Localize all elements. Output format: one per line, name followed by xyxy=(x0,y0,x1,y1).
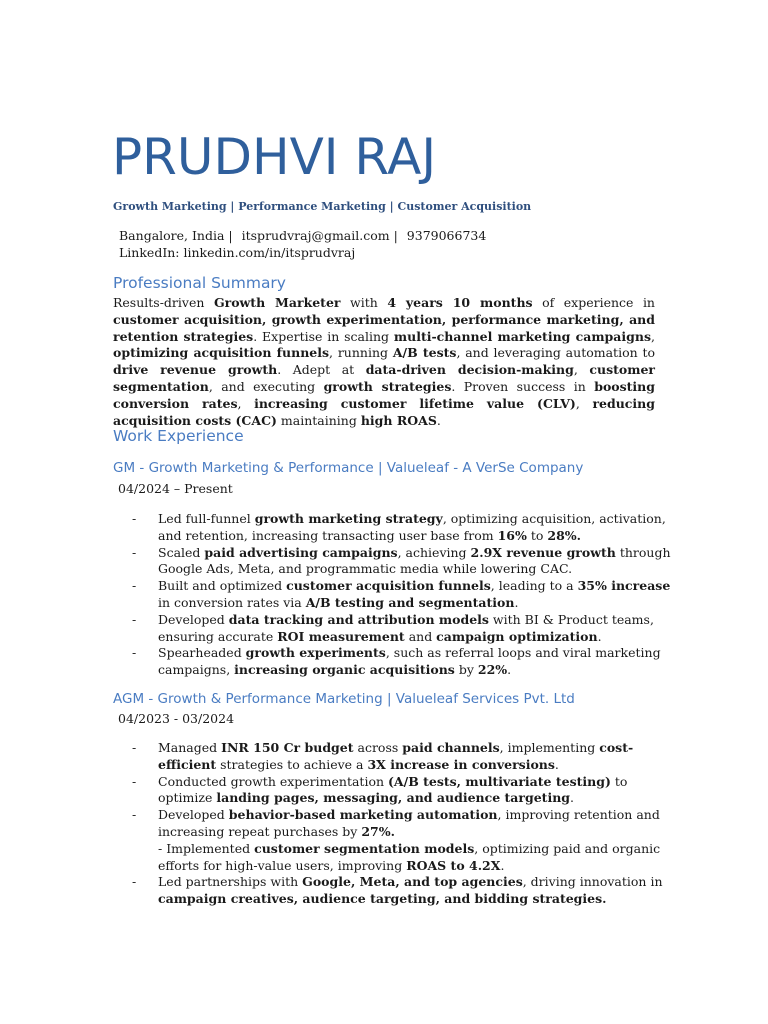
text: . Adept at xyxy=(277,362,366,378)
location: Bangalore, India | xyxy=(119,228,233,243)
text: , xyxy=(575,395,593,411)
text: , and executing xyxy=(208,378,324,394)
text: maintaining xyxy=(276,412,361,428)
bullet-item xyxy=(132,874,672,908)
bold-text: ROI measurement xyxy=(277,628,405,644)
bold-text: 27%. xyxy=(361,823,395,839)
bold-text: reducing acquisition costs (CAC) xyxy=(113,395,655,428)
experience-heading: Work Experience xyxy=(113,427,244,445)
bold-text: (A/B tests, multivariate testing) xyxy=(388,773,611,789)
bold-text: paid channels xyxy=(402,740,500,755)
bold-text: paid advertising campaigns xyxy=(204,544,398,560)
text: with xyxy=(340,295,388,310)
job-title-2: AGM - Growth & Performance Marketing | Valueleaf Services Pvt. Ltd xyxy=(113,691,575,707)
text: with BI & Product teams, ensuring accurate xyxy=(158,611,654,644)
bold-text: customer acquisition, growth experimentation, performance marketing, and retention strategies xyxy=(113,311,655,344)
text: , xyxy=(573,362,590,378)
bullet-item xyxy=(132,545,672,579)
text: , optimizing paid and organic efforts for high-value users, improving xyxy=(158,840,661,873)
text: , driving innovation in xyxy=(522,874,663,890)
bullet-item xyxy=(132,841,672,875)
text: . Expertise in scaling xyxy=(253,328,394,344)
text: Spearheaded xyxy=(158,645,246,661)
bullet-dash: - xyxy=(132,740,137,755)
text: in conversion rates via xyxy=(158,594,306,610)
text: . xyxy=(500,857,505,873)
bold-text: 2.9X revenue growth xyxy=(470,544,616,560)
text: , leading to a xyxy=(490,578,578,594)
summary-heading: Professional Summary xyxy=(113,274,286,292)
contact-line-1 xyxy=(119,228,486,245)
text: Developed xyxy=(158,611,229,627)
text: strategies to achieve a xyxy=(216,756,368,772)
contact-info xyxy=(119,228,486,261)
bold-text: growth strategies xyxy=(323,378,452,394)
bold-text: customer acquisition funnels xyxy=(286,578,491,594)
bullet-dash: - xyxy=(132,611,137,627)
text: . xyxy=(436,412,441,428)
bold-text: A/B tests xyxy=(392,345,457,361)
text: , xyxy=(237,395,255,411)
text: to xyxy=(526,527,548,543)
bold-text: 4 years 10 months xyxy=(387,295,533,310)
job-dates-2: 04/2023 - 03/2024 xyxy=(118,711,235,726)
job-dates-1: 04/2024 – Present xyxy=(118,481,233,496)
job-bullets-1 xyxy=(132,511,672,679)
bold-text: increasing organic acquisitions xyxy=(234,662,455,678)
linkedin[interactable]: LinkedIn: linkedin.com/in/itsprudvraj xyxy=(119,244,356,260)
bold-text: growth experiments xyxy=(245,645,386,661)
bold-text: customer segmentation xyxy=(113,362,655,394)
bold-text: drive revenue growth xyxy=(113,362,278,378)
bold-text: optimizing acquisition funnels xyxy=(113,345,330,361)
bullet-dash: - xyxy=(132,807,137,823)
text: Led full-funnel xyxy=(158,511,255,526)
text: , such as referral loops and viral marketing campaigns, xyxy=(158,645,661,678)
bold-text: customer segmentation models xyxy=(254,840,475,856)
bold-text: boosting conversion rates xyxy=(113,378,656,411)
text: Conducted growth experimentation xyxy=(158,773,389,789)
bullet-item xyxy=(132,740,672,774)
text: to optimize xyxy=(158,773,628,806)
text: . Proven success in xyxy=(451,378,595,394)
bold-text: increasing customer lifetime value (CLV) xyxy=(254,395,576,411)
bullet-dash: - xyxy=(132,773,137,789)
email[interactable]: itsprudvraj@gmail.com | xyxy=(241,228,398,243)
bullet-item xyxy=(132,807,672,841)
text: . xyxy=(554,756,559,772)
text: Results-driven xyxy=(113,295,214,310)
text: Built and optimized xyxy=(158,578,287,594)
candidate-name: PRUDHVI RAJ xyxy=(112,128,437,186)
text: , improving retention and increasing repeat purchases by xyxy=(158,807,660,839)
text: Managed xyxy=(158,740,222,755)
bullet-item xyxy=(132,511,672,545)
text: and xyxy=(404,628,437,644)
text: . xyxy=(597,628,602,644)
text: , xyxy=(651,328,655,344)
bullet-item xyxy=(132,645,672,679)
text: . xyxy=(514,594,519,610)
text: through Google Ads, Meta, and programmatic media while lowering CAC. xyxy=(158,544,671,577)
bold-text: A/B testing and segmentation xyxy=(305,594,515,610)
text: , running xyxy=(329,345,393,361)
text: , optimizing acquisition, activation, and retention, increasing transacting user base from xyxy=(158,511,666,543)
bullet-item xyxy=(132,774,672,808)
bold-text: 16% xyxy=(497,527,527,543)
bold-text: growth marketing strategy xyxy=(254,511,443,526)
bold-text: INR 150 Cr budget xyxy=(221,740,354,755)
bold-text: high ROAS xyxy=(360,412,437,428)
phone[interactable]: 9379066734 xyxy=(406,228,487,243)
bold-text: landing pages, messaging, and audience targeting xyxy=(216,790,571,806)
text: Scaled xyxy=(158,544,205,560)
text: - Implemented xyxy=(158,840,255,856)
bold-text: data-driven decision-making xyxy=(365,362,574,378)
bullet-item xyxy=(132,578,672,612)
bullet-dash: - xyxy=(132,578,137,594)
bold-text: 22% xyxy=(477,662,508,678)
bold-text: cost-efficient xyxy=(158,740,634,772)
text: Developed xyxy=(158,807,229,823)
text: . xyxy=(570,790,575,806)
bold-text: campaign optimization xyxy=(436,628,598,644)
text: Led partnerships with xyxy=(158,874,303,890)
text: by xyxy=(454,662,478,678)
bold-text: 3X increase in conversions xyxy=(367,756,555,772)
job-bullets-2 xyxy=(132,740,672,908)
bullet-dash: - xyxy=(132,544,137,560)
text: , implementing xyxy=(499,740,600,755)
bullet-dash: - xyxy=(132,511,137,526)
bold-text: campaign creatives, audience targeting, and bidding strategies. xyxy=(158,891,607,907)
text: across xyxy=(353,740,403,755)
tagline: Growth Marketing | Performance Marketing | Customer Acquisition xyxy=(113,200,532,213)
text: of experience in xyxy=(532,295,655,310)
summary-text xyxy=(113,295,655,429)
text: , and leveraging automation to xyxy=(456,345,656,361)
bold-text: multi-channel marketing campaigns xyxy=(393,328,652,344)
bullet-dash: - xyxy=(132,645,137,661)
bold-text: ROAS to 4.2X xyxy=(406,857,501,873)
bold-text: 35% increase xyxy=(577,578,671,594)
bold-text: Growth Marketer xyxy=(213,295,341,310)
job-title-1: GM - Growth Marketing & Performance | Valueleaf - A VerSe Company xyxy=(113,460,584,476)
bold-text: behavior-based marketing automation xyxy=(228,807,498,823)
bullet-dash: - xyxy=(132,874,137,890)
text: , achieving xyxy=(397,544,471,560)
bold-text: Google, Meta, and top agencies xyxy=(302,874,523,890)
bold-text: data tracking and attribution models xyxy=(228,611,489,627)
text: . xyxy=(507,662,512,678)
bold-text: 28%. xyxy=(547,527,582,543)
bullet-item xyxy=(132,612,672,646)
